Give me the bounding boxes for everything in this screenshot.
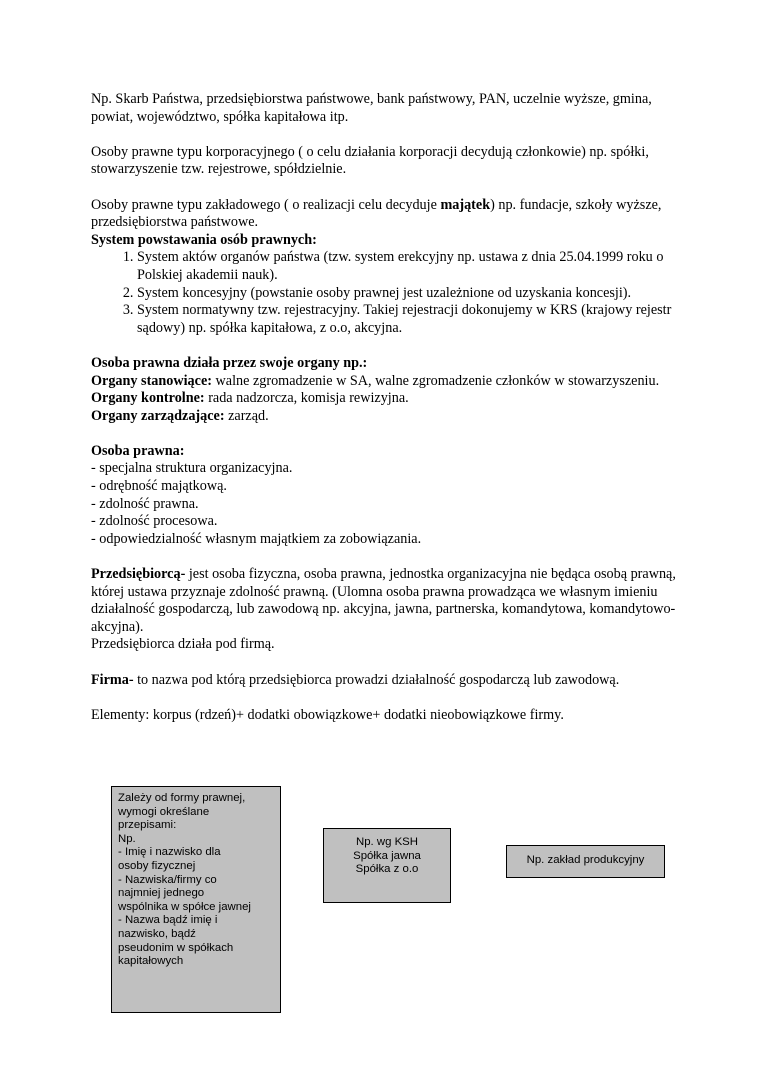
box-line: - Nazwa bądź imię i (118, 914, 218, 927)
box-line: wymogi określane (118, 805, 210, 818)
paragraph-firm-line: Przedsiębiorca działa pod firmą. (91, 636, 275, 653)
box-line: nazwisko, bądź (118, 927, 196, 940)
system-list (91, 249, 681, 337)
organy-stanowiace: Organy stanowiące: walne zgromadzenie w SA, walne zgromadzenie członków w stowarzyszeniu. (91, 372, 660, 389)
list-item: - odpowiedzialność własnym majątkiem za zobowiązania. (91, 530, 422, 547)
list-item: - odrębność majątkową. (91, 478, 227, 495)
box-line: Np. wg KSH (355, 836, 419, 848)
bold-term: majątek (440, 196, 491, 213)
document-body (91, 91, 681, 724)
paragraph-firma: Firma- to nazwa pod którą przedsiębiorca prowadzi działalność gospodarczą lub zawodową. (91, 671, 620, 688)
box-line: przepisami: (118, 819, 177, 832)
box-line: Np. (118, 832, 136, 845)
text-segment: Osoby prawne typu zakładowego ( o realizacji celu decyduje (91, 196, 441, 213)
box-line: najmniej jednego (118, 887, 205, 900)
list-item: 3. System normatywny tzw. rejestracyjny. Takiej rejestracji dokonujemy w KRS (krajowy rejestr sądowy) np. spółka kapitałowa, z o.o, akcyjna. (137, 302, 681, 337)
box-line: Np. zakład produkcyjny (526, 854, 645, 866)
text-segment: ) np. fundacje, szkoły wyższe, przedsiębiorstwa państwowe. (91, 196, 662, 231)
paragraph-examples: Np. Skarb Państwa, przedsiębiorstwa państwowe, bank państwowy, PAN, uczelnie wyższe, gmina, powiat, województwo, spółka kapitałowa itp. (91, 91, 652, 125)
box-line: - Nazwiska/firmy co (118, 873, 217, 886)
box-line: pseudonim w spółkach (118, 941, 234, 954)
section-heading-organy: Osoba prawna działa przez swoje organy np.: (91, 354, 368, 371)
section-heading-system: System powstawania osób prawnych: (91, 231, 317, 248)
organy-kontrolne: Organy kontrolne: rada nadzorcza, komisja rewizyjna. (91, 390, 409, 407)
box-line: kapitałowych (118, 955, 184, 968)
box-line: - Imię i nazwisko dla (118, 846, 221, 859)
list-item: 2. System koncesyjny (powstanie osoby prawnej jest uzależnione od uzyskania koncesji). (137, 285, 681, 303)
paragraph-przedsiebiorca: Przedsiębiorcą- jest osoba fizyczna, osoba prawna, jednostka organizacyjna nie będąca osobą prawną, której ustawa przyznaje zdolność prawną. (Ulomna osoba prawna prowadząca we własnym imieniu działalność gospodarczą, lub zawodową np. akcyjna, jawna, partnerska, komandytowa, komandytowo-akcyjna). (91, 566, 676, 635)
list-item: - specjalna struktura organizacyjna. (91, 460, 293, 477)
korpus-box (111, 786, 281, 1013)
box-line: Spółka jawna (353, 849, 421, 862)
dodatki-obowiazkowe-box (323, 828, 451, 903)
box-line: osoby fizycznej (118, 859, 196, 872)
box-line: Spółka z o.o (355, 863, 419, 876)
list-item: - zdolność prawna. (91, 495, 199, 512)
list-item: 1. System aktów organów państwa (tzw. system erekcyjny np. ustawa z dnia 25.04.1999 roku o Polskiej akademii nauk). (137, 249, 681, 284)
list-item: - zdolność procesowa. (91, 513, 218, 530)
paragraph-elementy: Elementy: korpus (rdzeń)+ dodatki obowiązkowe+ dodatki nieobowiązkowe firmy. (91, 706, 564, 723)
paragraph-zakladowe (91, 197, 681, 232)
organy-zarzadzajace: Organy zarządzające: zarząd. (91, 407, 269, 424)
dodatki-nieobowiazkowe-box (506, 845, 665, 878)
box-line: Zależy od formy prawnej, (118, 792, 246, 804)
section-heading-osoba: Osoba prawna: (91, 442, 185, 459)
paragraph-korporacyjne: Osoby prawne typu korporacyjnego ( o celu działania korporacji decydują członkowie) np. spółki, stowarzyszenie tzw. rejestrowe, spółdzielnie. (91, 143, 649, 178)
box-line: wspólnika w spółce jawnej (118, 900, 251, 913)
